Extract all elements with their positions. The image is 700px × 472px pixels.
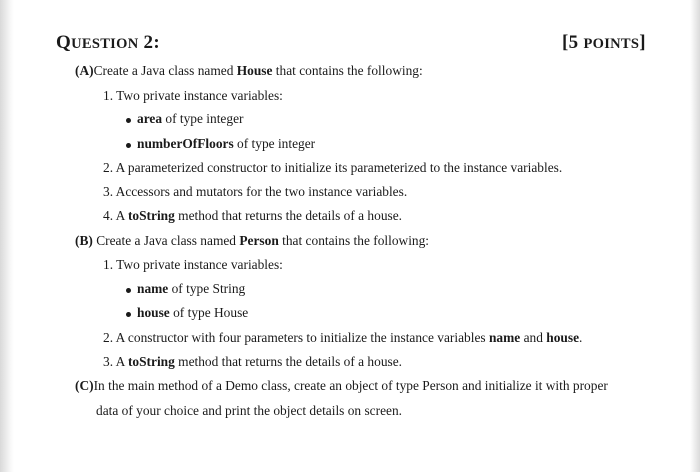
part-a-item-2: 2. A parameterized constructor to initialize its parameterized to the instance variables. [103, 160, 563, 175]
part-c-line-2: data of your choice and print the object details on screen. [96, 403, 403, 418]
part-a-intro: (A)Create a Java class named House that contains the following: [75, 63, 423, 78]
part-c-line-1: (C)In the main method of a Demo class, create an object of type Person and initialize it with proper [75, 378, 608, 393]
question-title: QUESTION 2: [56, 32, 160, 53]
part-b-item-2: 2. A constructor with four parameters to initialize the instance variables name and house. [103, 330, 583, 345]
question-points: [5 POINTS] [562, 32, 646, 53]
part-a-item-1: 1. Two private instance variables: [103, 88, 283, 103]
part-b-var-1: name of type String [137, 281, 246, 296]
part-b-item-1: 1. Two private instance variables: [103, 257, 283, 272]
part-b-intro: (B) Create a Java class named Person that contains the following: [75, 233, 430, 248]
bullet-icon [126, 118, 131, 123]
bullet-icon [126, 288, 131, 293]
part-b-item-3: 3. A toString method that returns the details of a house. [103, 354, 403, 369]
bullet-icon [126, 312, 131, 317]
part-a-item-4: 4. A toString method that returns the details of a house. [103, 208, 403, 223]
part-a-var-1: area of type integer [137, 111, 244, 126]
part-b-var-2: house of type House [137, 305, 249, 320]
part-a-item-3: 3. Accessors and mutators for the two instance variables. [103, 184, 408, 199]
bullet-icon [126, 143, 131, 148]
part-a-var-2: numberOfFloors of type integer [137, 136, 316, 151]
